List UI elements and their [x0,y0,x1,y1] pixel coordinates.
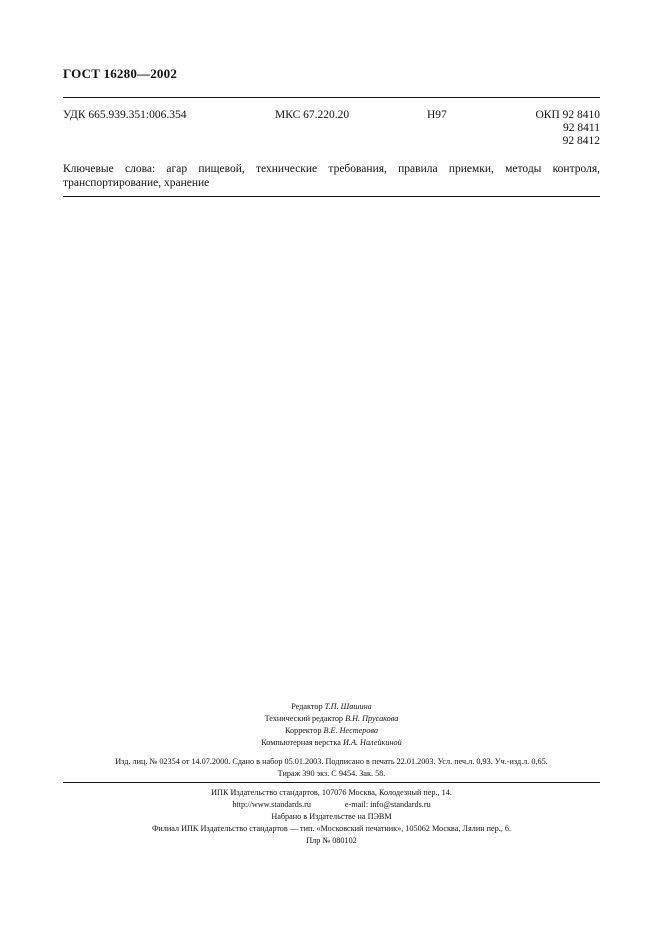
tech-editor-label: Технический редактор [264,714,344,723]
corrector-label: Корректор [284,726,322,735]
udk-code: УДК 665.939.351:006.354 [63,109,187,121]
mks-code: МКС 67.220.20 [275,109,350,121]
branch-info: Филиал ИПК Издательство стандартов — тип. «Московский печатник», 105062 Москва, Лялин пер., 6. [151,824,512,833]
keywords [63,162,600,190]
editor-label: Редактор [291,702,323,711]
imprint-editors [63,701,600,749]
corrector-line [63,725,600,737]
editor-name: Т.П. Шашина [324,702,372,711]
standard-id: ГОСТ 16280—2002 [63,66,178,81]
imprint-rule [63,782,600,783]
okp-codes [535,109,600,148]
plr-number: Плр № 080102 [306,836,357,845]
typeset-note: Набрано в Издательстве на ПЭВМ [271,812,392,821]
publisher-website[interactable]: http://www.standards.ru [232,800,311,809]
layout-name: И.А. Налейкиной [342,738,402,747]
tech-editor-name: В.Н. Прусакова [345,714,399,723]
group-code: Н97 [427,109,447,121]
keywords-line-1: Ключевые слова: агар пищевой, технические требования, правила приемки, методы контроля, [63,163,600,175]
okp-code-1: ОКП 92 8410 [535,109,600,121]
okp-code-2: 92 8411 [563,122,600,134]
layout-label: Компьютерная верстка [261,738,341,747]
editor-line [63,701,600,713]
publisher-contacts [63,799,600,811]
tech-editor-line [63,713,600,725]
publisher-address: ИПК Издательство стандартов, 107076 Москва, Колодезный пер., 14. [211,788,452,797]
header-rule [63,97,600,98]
publication-info: Изд. лиц. № 02354 от 14.07.2000. Сдано в набор 05.01.2003. Подписано в печать 22.01.2003. Усл. печ.л. 0,93. Уч.-изд.л. 0,65. [115,757,548,766]
publisher-email[interactable]: e-mail: info@standards.ru [344,800,431,809]
corrector-name: В.Е. Нестерова [323,726,379,735]
keywords-line-2: транспортирование, хранение [63,177,210,189]
print-run: Тираж 390 экз. С 9454. Зак. 58. [277,769,386,778]
keywords-rule [63,196,600,197]
layout-line [63,737,600,749]
okp-code-3: 92 8412 [562,135,600,147]
publisher-block [63,787,600,847]
